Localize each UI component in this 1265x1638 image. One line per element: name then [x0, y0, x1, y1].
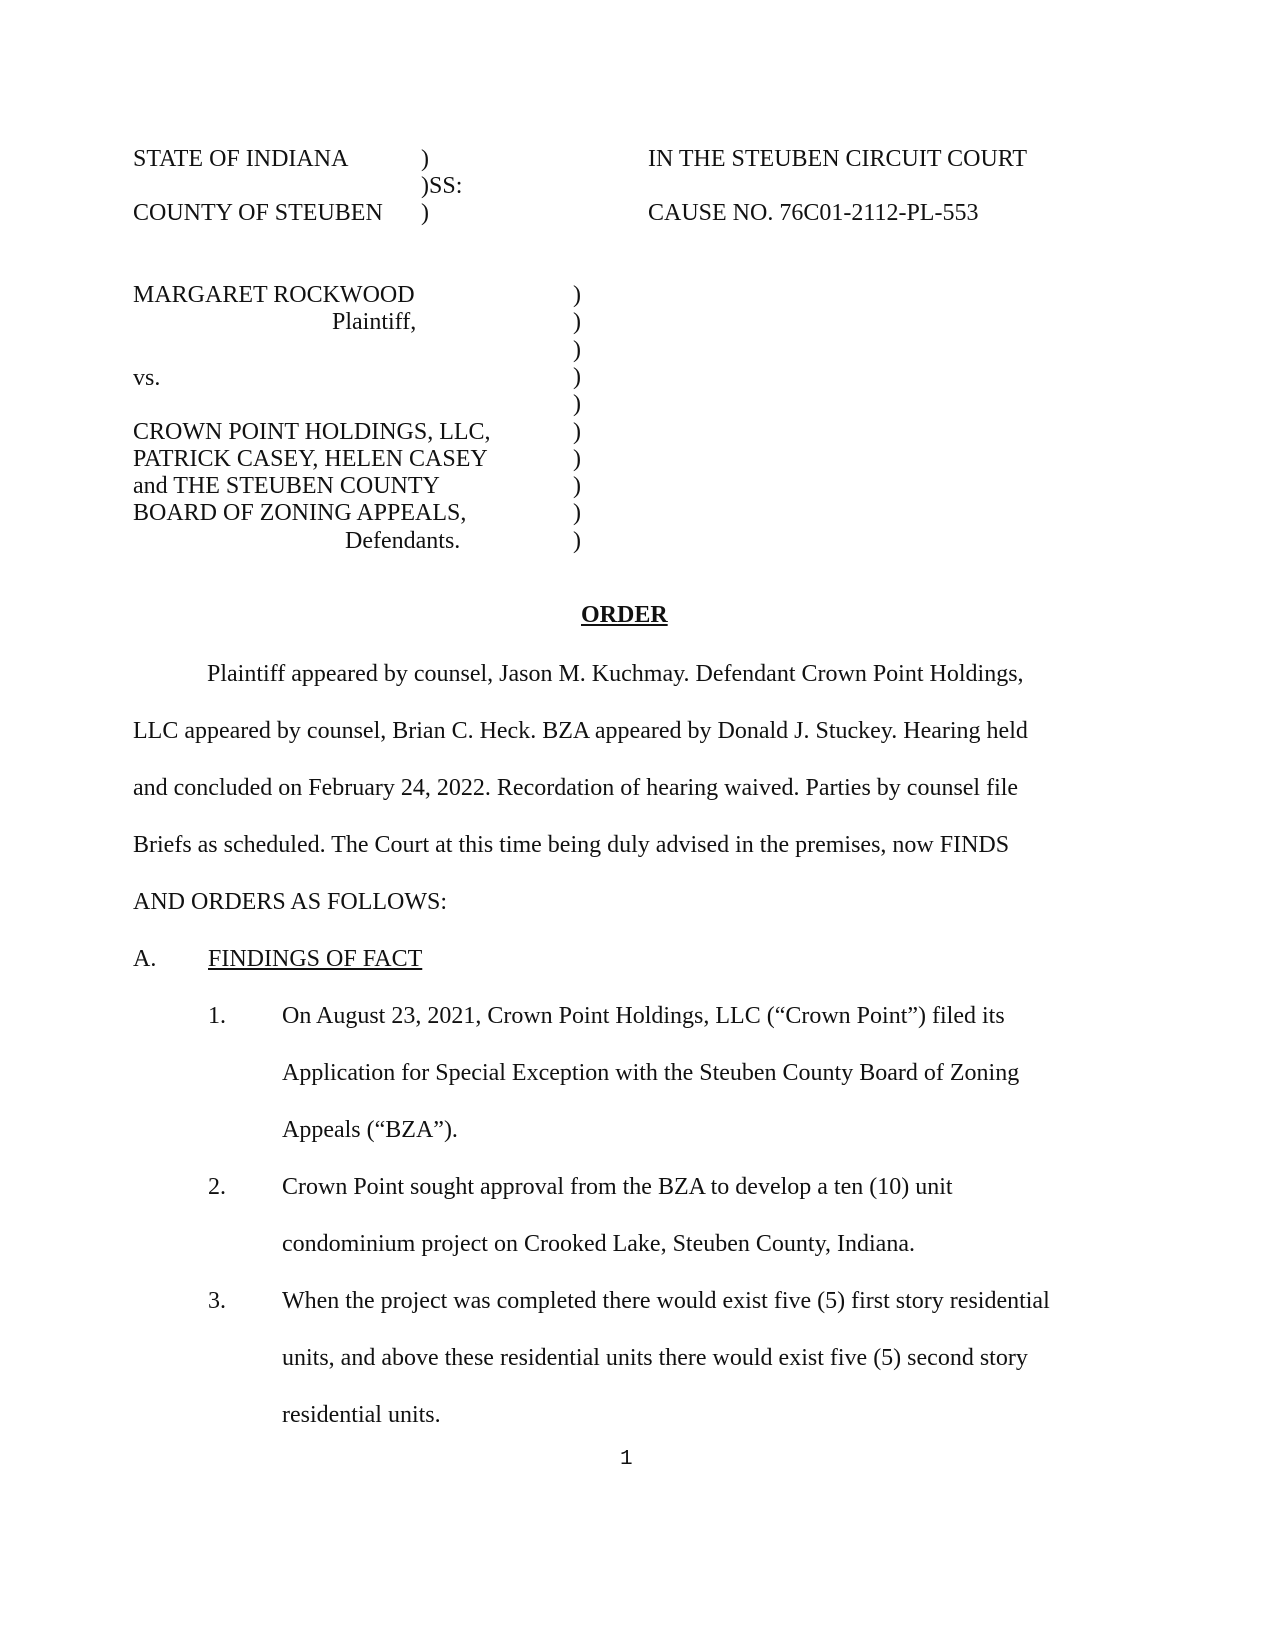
ss-label: )SS:: [421, 173, 463, 199]
order-title: ORDER: [581, 602, 668, 628]
defendant-line: and THE STEUBEN COUNTY: [133, 473, 440, 499]
caption-paren: ): [573, 282, 581, 308]
cause-number: CAUSE NO. 76C01-2112-PL-553: [648, 200, 979, 226]
finding-text: [282, 1159, 953, 1273]
caption-paren: ): [573, 309, 581, 335]
finding-number: 3.: [208, 1288, 226, 1314]
court-name: IN THE STEUBEN CIRCUIT COURT: [648, 146, 1028, 172]
caption-paren: ): [573, 473, 581, 499]
caption-paren: ): [573, 364, 581, 390]
plaintiff-role: Plaintiff,: [332, 309, 417, 335]
defendant-line: CROWN POINT HOLDINGS, LLC,: [133, 419, 491, 445]
finding-number: 2.: [208, 1174, 226, 1200]
caption-paren: ): [573, 500, 581, 526]
finding-text: [282, 988, 1019, 1159]
finding-line: units, and above these residential units there would exist five (5) second story: [282, 1345, 1028, 1371]
finding-line: Application for Special Exception with the Steuben County Board of Zoning: [282, 1060, 1020, 1086]
county-paren: ): [421, 200, 429, 226]
caption-paren: ): [573, 337, 581, 363]
finding-line: When the project was completed there would exist five (5) first story residential: [282, 1288, 1050, 1314]
finding-text: [282, 1273, 1050, 1444]
intro-paragraph: [133, 646, 1123, 931]
finding-line: residential units.: [282, 1402, 441, 1428]
finding-line: Crown Point sought approval from the BZA to develop a ten (10) unit: [282, 1174, 953, 1200]
defendant-line: BOARD OF ZONING APPEALS,: [133, 500, 467, 526]
defendant-line: PATRICK CASEY, HELEN CASEY: [133, 446, 488, 472]
versus-label: vs.: [133, 365, 161, 391]
paragraph-line: and concluded on February 24, 2022. Recordation of hearing waived. Parties by counsel file: [133, 775, 1019, 801]
caption-paren: ): [573, 391, 581, 417]
caption-paren: ): [573, 446, 581, 472]
paragraph-line: Plaintiff appeared by counsel, Jason M. Kuchmay. Defendant Crown Point Holdings,: [207, 661, 1024, 687]
section-letter: A.: [133, 946, 157, 972]
plaintiff-name: MARGARET ROCKWOOD: [133, 282, 415, 308]
page-number: 1: [620, 1448, 633, 1471]
finding-line: Appeals (“BZA”).: [282, 1117, 458, 1143]
finding-number: 1.: [208, 1003, 226, 1029]
defendant-role: Defendants.: [345, 528, 461, 554]
paragraph-line: AND ORDERS AS FOLLOWS:: [133, 889, 448, 915]
state-paren: ): [421, 146, 429, 172]
finding-line: On August 23, 2021, Crown Point Holdings, LLC (“Crown Point”) filed its: [282, 1003, 1005, 1029]
section-title: FINDINGS OF FACT: [208, 946, 423, 972]
caption-paren: ): [573, 528, 581, 554]
paragraph-line: Briefs as scheduled. The Court at this time being duly advised in the premises, now FINDS: [133, 832, 1010, 858]
caption-paren: ): [573, 419, 581, 445]
finding-line: condominium project on Crooked Lake, Steuben County, Indiana.: [282, 1231, 915, 1257]
state-label: STATE OF INDIANA: [133, 146, 349, 172]
county-label: COUNTY OF STEUBEN: [133, 200, 383, 226]
paragraph-line: LLC appeared by counsel, Brian C. Heck. BZA appeared by Donald J. Stuckey. Hearing held: [133, 718, 1028, 744]
